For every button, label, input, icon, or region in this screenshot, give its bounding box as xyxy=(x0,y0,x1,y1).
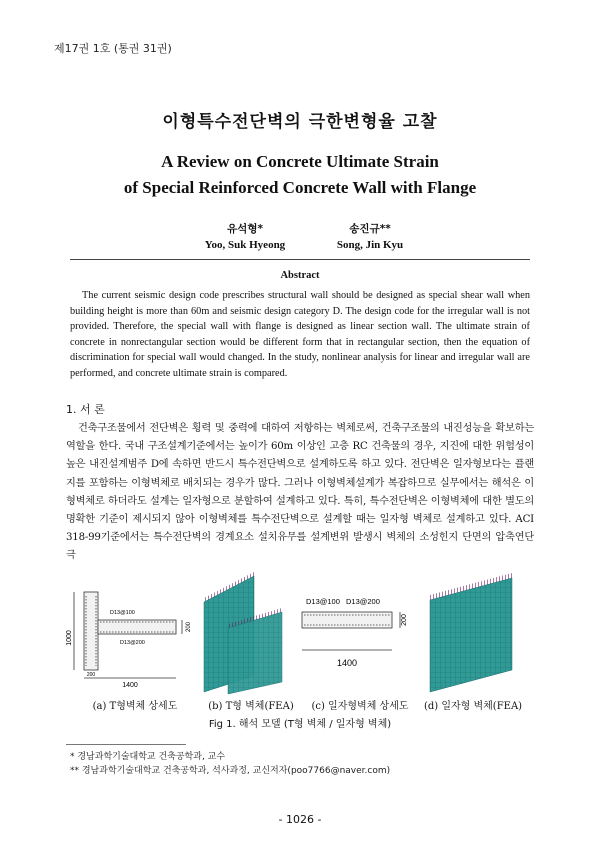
author-1-english: Yoo, Suk Hyeong xyxy=(204,239,286,251)
subcaption-b: (b) T형 벽체(FEA) xyxy=(208,701,294,712)
footnote-2: ** 경남과학기술대학교 건축공학과, 석사과정, 교신저자(poo7766@naver.com) xyxy=(70,766,391,776)
korean-title: 이형특수전단벽의 극한변형율 고찰 xyxy=(162,112,438,132)
running-head: 제17권 1호 (통권 31권) xyxy=(54,42,172,55)
t-wall-detail-drawing xyxy=(62,590,192,690)
linear-wall-detail-drawing xyxy=(296,590,408,680)
t-detail-rebar-a: D13@100 xyxy=(110,610,135,616)
author-2-korean: 송진규** xyxy=(349,223,391,235)
t-wall-fea-model xyxy=(198,572,290,697)
abstract-text: The current seismic design code prescribes structural wall should be designed as special shear wall when building height is more than 60m and seismic design category D. The design code for the irregular wall is not provided. Therefore, the special wall with flange is designed as linear section wall. The ultimate strain of concrete in nonrectangular section would be different form that in rectangular section, then the equation of discrimination for special wall would changed. In the study, nonlinear analysis for linear and irregular wall are performed, and concrete ultimate strain is compared. xyxy=(70,290,530,379)
t-detail-dim-web: 200 xyxy=(86,672,96,678)
author-2 xyxy=(290,221,450,251)
linear-wall-fea-model xyxy=(420,572,520,697)
t-detail-dim-flange: 200 xyxy=(186,621,192,633)
english-title-line1: A Review on Concrete Ultimate Strain xyxy=(161,152,439,171)
footnote-divider xyxy=(66,744,186,745)
title-divider xyxy=(70,259,530,260)
t-detail-rebar-b: D13@200 xyxy=(120,640,145,646)
introduction-text: 건축구조물에서 전단벽은 횡력 및 중력에 대하여 저항하는 벽체로써, 건축구조물의 내진성능을 확보하는 역할을 한다. 국내 구조설계기준에서는 높이가 60m 이상인 고층 RC 건축물의 경우, 지진에 대한 위험성이 높은 내진설계범주 D에 속하면 반드시 특수전단벽으로 설계하도록 하고 있다. 전단벽은 일자형보다는 플랜지를 포함하는 이형벽체로 배치되는 경우가 많다. 그러나 이형벽체설계가 복잡하므로 실무에서는 해석은 이형벽체로 하더라도 설계는 일자형으로 분할하여 설계하고 있다. 특히, 특수전단벽은 이형벽체에 대한 별도의 명확한 기준이 제시되지 않아 이형벽체를 특수전단벽으로 설계할 때는 일자형 벽체로 설계하고 있다. ACI 318-99기준에서는 특수전단벽의 경계요소 설치유무를 설계변위 발생시 벽체의 소성힌지 단면의 압축연단 극 xyxy=(66,423,534,562)
subcaption-d: (d) 일자형 벽체(FEA) xyxy=(423,701,523,712)
linear-detail-dim-length: 1400 xyxy=(336,658,358,668)
author-2-english: Song, Jin Kyu xyxy=(336,239,404,251)
linear-detail-rebar-a: D13@100 xyxy=(306,597,340,606)
linear-detail-dim-thickness: 200 xyxy=(401,614,408,626)
t-detail-dim-length: 1400 xyxy=(122,682,138,689)
footnote-1: * 경남과학기술대학교 건축공학과, 교수 xyxy=(70,752,226,762)
english-title-line2: of Special Reinforced Concrete Wall with Flange xyxy=(123,178,477,197)
subcaption-a: (a) T형벽체 상세도 xyxy=(92,701,178,712)
linear-detail-rebar-b: D13@200 xyxy=(346,597,380,606)
author-1-korean: 유석형* xyxy=(227,223,263,235)
page-number: - 1026 - xyxy=(278,813,322,826)
t-detail-dim-height: 1000 xyxy=(66,630,73,646)
section-heading: 1. 서 론 xyxy=(66,403,105,416)
figure-caption: Fig 1. 해석 모델 (T형 벽체 / 일자형 벽체) xyxy=(208,719,392,730)
subcaption-c: (c) 일자형벽체 상세도 xyxy=(311,701,409,712)
abstract-heading: Abstract xyxy=(280,270,320,281)
